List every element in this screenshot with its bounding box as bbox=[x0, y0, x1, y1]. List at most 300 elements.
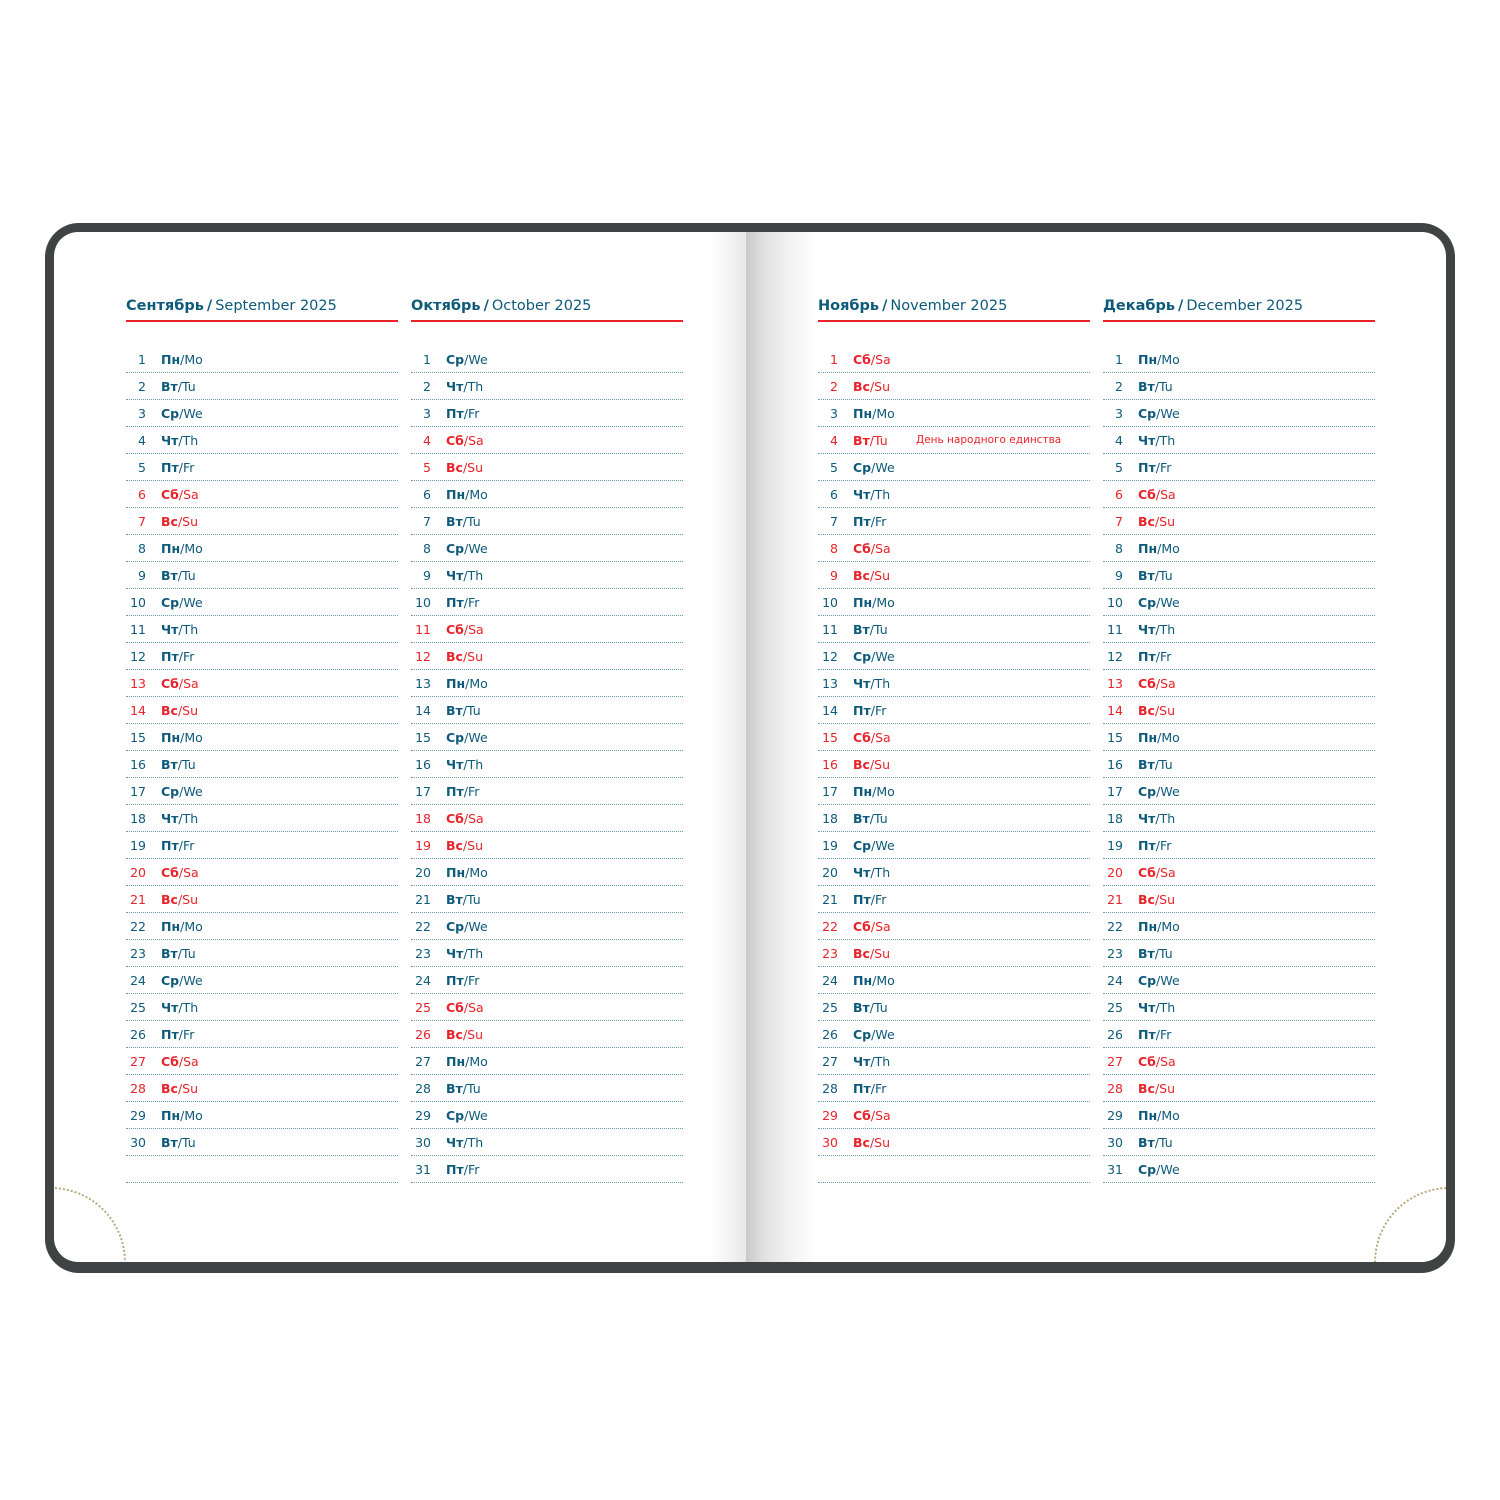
weekday-slash: / bbox=[1154, 945, 1159, 961]
day-row bbox=[411, 994, 683, 1021]
weekday-label bbox=[1138, 703, 1175, 718]
day-row bbox=[818, 1129, 1090, 1156]
day-row bbox=[818, 1048, 1090, 1075]
month-name-en: December 2025 bbox=[1186, 298, 1304, 314]
weekday-en: Su bbox=[467, 837, 484, 853]
weekday-ru: Ср bbox=[446, 351, 465, 367]
weekday-slash: / bbox=[462, 702, 467, 718]
weekday-ru: Пн bbox=[1138, 351, 1158, 367]
weekday-label bbox=[446, 514, 481, 529]
weekday-slash: / bbox=[1155, 999, 1160, 1015]
weekday-slash: / bbox=[465, 486, 470, 502]
weekday-en: Sa bbox=[183, 1053, 199, 1069]
weekday-slash: / bbox=[464, 729, 469, 745]
weekday-label bbox=[1138, 919, 1180, 934]
day-row bbox=[126, 913, 398, 940]
weekday-label bbox=[1138, 541, 1180, 556]
day-number: 15 bbox=[130, 729, 146, 745]
weekday-slash: / bbox=[462, 1080, 467, 1096]
weekday-en: We bbox=[468, 540, 488, 556]
day-row bbox=[818, 562, 1090, 589]
weekday-en: Sa bbox=[468, 999, 484, 1015]
day-row bbox=[126, 670, 398, 697]
weekday-slash: / bbox=[1154, 756, 1159, 772]
weekday-slash: / bbox=[178, 648, 183, 664]
day-number: 28 bbox=[822, 1080, 838, 1096]
weekday-label bbox=[853, 973, 895, 988]
weekday-en: Fr bbox=[874, 1080, 887, 1096]
weekday-slash: / bbox=[178, 1053, 184, 1069]
day-row bbox=[1103, 778, 1375, 805]
day-number: 8 bbox=[138, 540, 146, 556]
weekday-ru: Вт bbox=[1138, 756, 1155, 772]
weekday-ru: Ср bbox=[161, 405, 180, 421]
day-row bbox=[818, 454, 1090, 481]
day-number: 3 bbox=[423, 405, 431, 421]
day-row bbox=[126, 1156, 398, 1183]
day-row bbox=[126, 346, 398, 373]
day-row bbox=[411, 886, 683, 913]
weekday-slash: / bbox=[1155, 1053, 1161, 1069]
weekday-ru: Пн bbox=[853, 405, 873, 421]
day-row bbox=[1103, 1129, 1375, 1156]
weekday-slash: / bbox=[465, 675, 470, 691]
day-number: 12 bbox=[130, 648, 146, 664]
day-row bbox=[1103, 859, 1375, 886]
weekday-slash: / bbox=[870, 1107, 876, 1123]
weekday-ru: Чт bbox=[446, 1134, 464, 1150]
day-number: 9 bbox=[1115, 567, 1123, 583]
day-number: 24 bbox=[415, 972, 431, 988]
weekday-ru: Вт bbox=[853, 432, 870, 448]
weekday-ru: Сб bbox=[161, 864, 179, 880]
weekday-slash: / bbox=[177, 756, 182, 772]
weekday-slash: / bbox=[463, 1134, 468, 1150]
day-number: 21 bbox=[822, 891, 838, 907]
weekday-slash: / bbox=[869, 378, 875, 394]
weekday-slash: / bbox=[463, 378, 468, 394]
weekday-label bbox=[1138, 1108, 1180, 1123]
weekday-slash: / bbox=[871, 1026, 876, 1042]
weekday-slash: / bbox=[1155, 1026, 1160, 1042]
header-slash: / bbox=[882, 298, 888, 314]
weekday-ru: Вт bbox=[1138, 945, 1155, 961]
weekday-slash: / bbox=[462, 891, 467, 907]
day-row bbox=[1103, 1075, 1375, 1102]
weekday-slash: / bbox=[178, 432, 183, 448]
weekday-slash: / bbox=[178, 621, 183, 637]
corner-ornament-icon bbox=[54, 1187, 126, 1262]
weekday-slash: / bbox=[1157, 351, 1162, 367]
weekday-label bbox=[446, 1027, 483, 1042]
month-header bbox=[411, 296, 683, 322]
day-number: 11 bbox=[1107, 621, 1123, 637]
weekday-ru: Пт bbox=[161, 648, 179, 664]
weekday-en: Mo bbox=[184, 351, 203, 367]
weekday-label bbox=[853, 487, 890, 502]
weekday-label bbox=[161, 1054, 199, 1069]
weekday-en: Th bbox=[874, 675, 891, 691]
weekday-slash: / bbox=[463, 810, 469, 826]
day-row bbox=[411, 913, 683, 940]
weekday-slash: / bbox=[1155, 648, 1160, 664]
weekday-slash: / bbox=[179, 783, 184, 799]
weekday-label bbox=[446, 919, 488, 934]
day-number: 11 bbox=[822, 621, 838, 637]
weekday-ru: Сб bbox=[1138, 486, 1156, 502]
day-list bbox=[126, 346, 398, 1183]
weekday-en: Sa bbox=[468, 810, 484, 826]
day-row bbox=[818, 400, 1090, 427]
weekday-slash: / bbox=[872, 594, 877, 610]
weekday-ru: Сб bbox=[446, 810, 464, 826]
day-row bbox=[411, 1129, 683, 1156]
weekday-ru: Чт bbox=[446, 378, 464, 394]
weekday-ru: Чт bbox=[1138, 810, 1156, 826]
day-row bbox=[818, 1102, 1090, 1129]
weekday-en: Mo bbox=[184, 540, 203, 556]
day-list bbox=[1103, 346, 1375, 1183]
weekday-slash: / bbox=[869, 1134, 875, 1150]
weekday-en: Sa bbox=[468, 621, 484, 637]
month-name-en: October 2025 bbox=[491, 298, 592, 314]
weekday-en: Th bbox=[874, 486, 891, 502]
weekday-en: We bbox=[875, 837, 895, 853]
weekday-en: We bbox=[875, 648, 895, 664]
day-number: 20 bbox=[822, 864, 838, 880]
month-column-september bbox=[126, 296, 398, 1183]
weekday-en: Tu bbox=[182, 756, 196, 772]
weekday-ru: Пн bbox=[853, 594, 873, 610]
weekday-ru: Пн bbox=[446, 1053, 466, 1069]
month-header bbox=[126, 296, 398, 322]
weekday-label bbox=[1138, 838, 1171, 853]
weekday-en: Mo bbox=[876, 972, 895, 988]
weekday-ru: Вс bbox=[161, 891, 178, 907]
weekday-ru: Вс bbox=[1138, 513, 1155, 529]
day-row bbox=[411, 400, 683, 427]
weekday-label bbox=[1138, 973, 1180, 988]
month-header bbox=[1103, 296, 1375, 322]
month-header bbox=[818, 296, 1090, 322]
day-number: 6 bbox=[1115, 486, 1123, 502]
weekday-ru: Ср bbox=[853, 648, 872, 664]
day-row bbox=[126, 859, 398, 886]
weekday-en: Th bbox=[467, 567, 484, 583]
weekday-ru: Сб bbox=[1138, 675, 1156, 691]
weekday-ru: Пн bbox=[853, 972, 873, 988]
weekday-ru: Пт bbox=[161, 459, 179, 475]
weekday-label bbox=[1138, 676, 1176, 691]
weekday-en: Su bbox=[874, 756, 891, 772]
weekday-en: We bbox=[1160, 594, 1180, 610]
weekday-slash: / bbox=[178, 864, 184, 880]
weekday-label bbox=[1138, 595, 1180, 610]
day-number: 5 bbox=[423, 459, 431, 475]
weekday-label bbox=[161, 433, 198, 448]
day-number: 27 bbox=[130, 1053, 146, 1069]
weekday-slash: / bbox=[465, 1053, 470, 1069]
weekday-label bbox=[446, 433, 484, 448]
weekday-slash: / bbox=[1154, 513, 1160, 529]
weekday-en: Mo bbox=[184, 918, 203, 934]
day-number: 30 bbox=[822, 1134, 838, 1150]
day-row bbox=[1103, 562, 1375, 589]
weekday-en: Mo bbox=[469, 864, 488, 880]
day-row bbox=[411, 481, 683, 508]
day-number: 6 bbox=[423, 486, 431, 502]
day-row bbox=[126, 616, 398, 643]
day-row bbox=[1103, 751, 1375, 778]
weekday-slash: / bbox=[463, 756, 468, 772]
day-row bbox=[818, 427, 1090, 454]
day-row bbox=[818, 913, 1090, 940]
weekday-label bbox=[161, 514, 198, 529]
weekday-label bbox=[161, 784, 203, 799]
weekday-slash: / bbox=[1155, 621, 1160, 637]
weekday-en: Tu bbox=[467, 891, 481, 907]
day-number: 19 bbox=[415, 837, 431, 853]
weekday-slash: / bbox=[180, 1107, 185, 1123]
weekday-en: Th bbox=[1159, 810, 1176, 826]
weekday-en: Fr bbox=[1159, 459, 1172, 475]
day-row bbox=[818, 1156, 1090, 1183]
weekday-label bbox=[161, 1000, 198, 1015]
weekday-label bbox=[1138, 352, 1180, 367]
day-number: 6 bbox=[138, 486, 146, 502]
weekday-slash: / bbox=[1156, 972, 1161, 988]
day-row bbox=[818, 481, 1090, 508]
weekday-ru: Вт bbox=[446, 702, 463, 718]
weekday-slash: / bbox=[462, 513, 467, 529]
day-number: 22 bbox=[1107, 918, 1123, 934]
weekday-label bbox=[1138, 1135, 1173, 1150]
weekday-ru: Пн bbox=[446, 864, 466, 880]
day-number: 7 bbox=[138, 513, 146, 529]
weekday-en: Th bbox=[467, 1134, 484, 1150]
weekday-ru: Чт bbox=[446, 945, 464, 961]
day-number: 26 bbox=[822, 1026, 838, 1042]
weekday-slash: / bbox=[870, 891, 875, 907]
weekday-label bbox=[853, 1054, 890, 1069]
weekday-en: Sa bbox=[183, 864, 199, 880]
weekday-en: Th bbox=[467, 756, 484, 772]
day-row bbox=[411, 373, 683, 400]
day-number: 25 bbox=[1107, 999, 1123, 1015]
weekday-en: Th bbox=[874, 864, 891, 880]
weekday-label bbox=[853, 676, 890, 691]
weekday-en: Sa bbox=[183, 486, 199, 502]
day-row bbox=[411, 535, 683, 562]
weekday-label bbox=[1138, 784, 1180, 799]
day-number: 13 bbox=[822, 675, 838, 691]
weekday-ru: Вт bbox=[446, 891, 463, 907]
weekday-slash: / bbox=[177, 513, 183, 529]
weekday-slash: / bbox=[872, 783, 877, 799]
weekday-en: Mo bbox=[1161, 1107, 1180, 1123]
weekday-ru: Пн bbox=[446, 486, 466, 502]
day-row bbox=[818, 1021, 1090, 1048]
day-number: 13 bbox=[415, 675, 431, 691]
weekday-ru: Вт bbox=[1138, 1134, 1155, 1150]
day-row bbox=[126, 373, 398, 400]
day-number: 2 bbox=[1115, 378, 1123, 394]
day-row bbox=[1103, 346, 1375, 373]
day-row bbox=[1103, 1102, 1375, 1129]
weekday-ru: Ср bbox=[853, 837, 872, 853]
weekday-slash: / bbox=[463, 567, 468, 583]
weekday-label bbox=[1138, 1000, 1175, 1015]
left-gutter-shadow bbox=[710, 232, 746, 1262]
header-slash: / bbox=[1178, 298, 1184, 314]
weekday-slash: / bbox=[177, 702, 183, 718]
day-number: 4 bbox=[138, 432, 146, 448]
weekday-slash: / bbox=[1155, 864, 1161, 880]
day-number: 10 bbox=[415, 594, 431, 610]
weekday-slash: / bbox=[177, 1080, 183, 1096]
weekday-slash: / bbox=[1156, 594, 1161, 610]
day-number: 24 bbox=[1107, 972, 1123, 988]
day-row bbox=[126, 400, 398, 427]
day-row bbox=[818, 724, 1090, 751]
weekday-slash: / bbox=[871, 837, 876, 853]
weekday-ru: Вс bbox=[1138, 891, 1155, 907]
weekday-en: Su bbox=[874, 567, 891, 583]
weekday-slash: / bbox=[177, 1134, 182, 1150]
weekday-slash: / bbox=[178, 1026, 183, 1042]
weekday-en: Su bbox=[467, 1026, 484, 1042]
weekday-ru: Пн bbox=[1138, 540, 1158, 556]
weekday-slash: / bbox=[463, 594, 468, 610]
weekday-en: Th bbox=[182, 810, 199, 826]
day-number: 14 bbox=[1107, 702, 1123, 718]
weekday-label bbox=[1138, 460, 1171, 475]
weekday-slash: / bbox=[1157, 729, 1162, 745]
day-row bbox=[818, 616, 1090, 643]
weekday-en: Th bbox=[1159, 432, 1176, 448]
day-number: 15 bbox=[1107, 729, 1123, 745]
weekday-ru: Вт bbox=[446, 1080, 463, 1096]
weekday-label bbox=[446, 487, 488, 502]
weekday-en: Tu bbox=[874, 621, 888, 637]
day-number: 17 bbox=[1107, 783, 1123, 799]
weekday-label bbox=[853, 892, 886, 907]
weekday-ru: Ср bbox=[1138, 594, 1157, 610]
weekday-slash: / bbox=[462, 459, 468, 475]
weekday-ru: Ср bbox=[446, 918, 465, 934]
weekday-slash: / bbox=[177, 378, 182, 394]
day-row bbox=[818, 373, 1090, 400]
weekday-en: Su bbox=[182, 1080, 199, 1096]
day-row bbox=[126, 1075, 398, 1102]
day-number: 2 bbox=[423, 378, 431, 394]
weekday-label bbox=[1138, 649, 1171, 664]
weekday-en: Mo bbox=[184, 729, 203, 745]
weekday-label bbox=[1138, 568, 1173, 583]
weekday-ru: Вс bbox=[1138, 702, 1155, 718]
weekday-label bbox=[161, 622, 198, 637]
day-number: 9 bbox=[423, 567, 431, 583]
day-number: 12 bbox=[415, 648, 431, 664]
day-number: 21 bbox=[415, 891, 431, 907]
weekday-slash: / bbox=[178, 675, 184, 691]
day-number: 18 bbox=[1107, 810, 1123, 826]
day-list bbox=[411, 346, 683, 1183]
day-number: 30 bbox=[130, 1134, 146, 1150]
weekday-en: Tu bbox=[1159, 1134, 1173, 1150]
weekday-ru: Сб bbox=[1138, 1053, 1156, 1069]
weekday-en: Fr bbox=[467, 405, 480, 421]
weekday-label bbox=[161, 892, 198, 907]
weekday-label bbox=[161, 811, 198, 826]
weekday-en: Su bbox=[182, 891, 199, 907]
weekday-label bbox=[853, 622, 888, 637]
weekday-ru: Пт bbox=[446, 594, 464, 610]
day-row bbox=[126, 508, 398, 535]
day-row bbox=[126, 886, 398, 913]
weekday-en: Su bbox=[182, 513, 199, 529]
day-list bbox=[818, 346, 1090, 1183]
weekday-label bbox=[446, 1135, 483, 1150]
day-row bbox=[126, 427, 398, 454]
weekday-ru: Пн bbox=[446, 675, 466, 691]
day-number: 1 bbox=[830, 351, 838, 367]
day-row bbox=[411, 616, 683, 643]
weekday-en: Tu bbox=[1159, 567, 1173, 583]
weekday-label bbox=[446, 1108, 488, 1123]
weekday-slash: / bbox=[1155, 810, 1160, 826]
weekday-ru: Пт bbox=[1138, 837, 1156, 853]
weekday-slash: / bbox=[1157, 540, 1162, 556]
weekday-label bbox=[853, 730, 891, 745]
weekday-ru: Чт bbox=[161, 621, 179, 637]
weekday-en: Su bbox=[874, 1134, 891, 1150]
day-number: 17 bbox=[130, 783, 146, 799]
day-number: 3 bbox=[138, 405, 146, 421]
weekday-slash: / bbox=[178, 486, 184, 502]
weekday-label bbox=[161, 649, 194, 664]
day-number: 7 bbox=[1115, 513, 1123, 529]
weekday-slash: / bbox=[870, 513, 875, 529]
day-number: 19 bbox=[1107, 837, 1123, 853]
corner-ornament-icon bbox=[1374, 1187, 1446, 1262]
day-number: 25 bbox=[130, 999, 146, 1015]
weekday-en: Mo bbox=[876, 783, 895, 799]
weekday-label bbox=[853, 649, 895, 664]
weekday-ru: Вс bbox=[853, 567, 870, 583]
day-number: 29 bbox=[1107, 1107, 1123, 1123]
weekday-ru: Пт bbox=[446, 1161, 464, 1177]
weekday-label bbox=[446, 892, 481, 907]
weekday-ru: Вт bbox=[853, 621, 870, 637]
weekday-en: Sa bbox=[1160, 486, 1176, 502]
weekday-en: Sa bbox=[875, 351, 891, 367]
weekday-slash: / bbox=[870, 486, 875, 502]
day-row bbox=[1103, 805, 1375, 832]
day-row bbox=[126, 1021, 398, 1048]
day-row bbox=[818, 832, 1090, 859]
day-number: 12 bbox=[822, 648, 838, 664]
weekday-label bbox=[1138, 622, 1175, 637]
day-number: 8 bbox=[830, 540, 838, 556]
weekday-ru: Вт bbox=[1138, 567, 1155, 583]
weekday-en: We bbox=[183, 783, 203, 799]
weekday-slash: / bbox=[870, 351, 876, 367]
weekday-label bbox=[161, 703, 198, 718]
day-row bbox=[1103, 1021, 1375, 1048]
weekday-ru: Вт bbox=[853, 999, 870, 1015]
day-number: 27 bbox=[1107, 1053, 1123, 1069]
